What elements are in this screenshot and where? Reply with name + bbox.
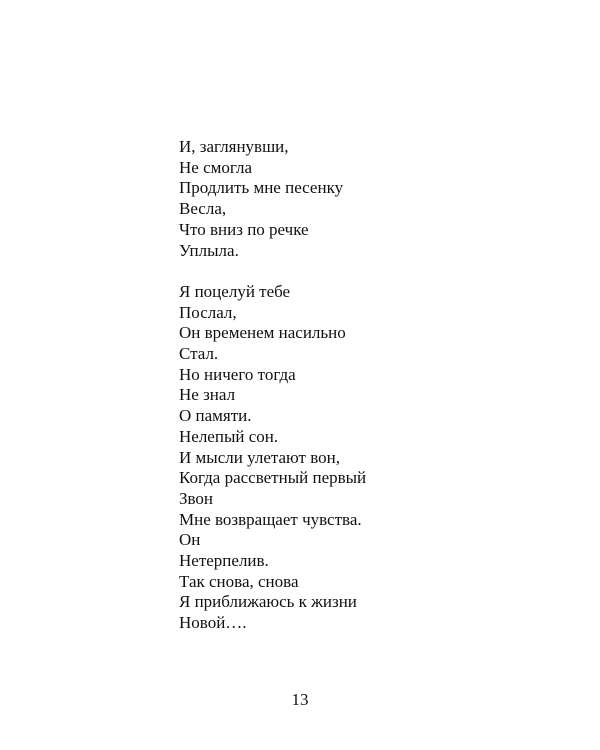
poem-line: Послал, xyxy=(179,302,237,322)
poem-line: И, заглянувши, xyxy=(179,137,289,156)
poem-line: Мне возвращает чувства. xyxy=(179,509,362,529)
poem-line: И мысли улетают вон, xyxy=(179,447,340,467)
poem-line: Когда рассветный первый xyxy=(179,468,367,488)
poem-line: Не смогла xyxy=(179,157,253,177)
poem-line: Весла, xyxy=(179,199,227,219)
poem-line: Нетерпелив. xyxy=(179,551,269,571)
stanza-1 xyxy=(179,137,366,261)
poem-line: Я поцелуй тебе xyxy=(179,281,291,301)
poem-line: Он xyxy=(179,530,201,550)
page-number: 13 xyxy=(291,690,309,709)
poem-line: Так снова, снова xyxy=(179,571,299,591)
poem-line: Он временем насильно xyxy=(179,323,346,343)
poem-line: Но ничего тогда xyxy=(179,364,296,384)
poem-line: О памяти. xyxy=(179,406,252,426)
poem-line: Нелепый сон. xyxy=(179,426,279,446)
poem xyxy=(179,137,366,634)
poem-line: Не знал xyxy=(179,385,236,405)
stanza-2 xyxy=(179,282,366,634)
poem-line: Стал. xyxy=(179,344,219,364)
poem-line: Продлить мне песенку xyxy=(179,178,344,198)
poem-line: Уплыла. xyxy=(179,240,239,260)
poem-line: Что вниз по речке xyxy=(179,219,309,239)
poem-line: Звон xyxy=(179,488,214,508)
poem-line: Новой…. xyxy=(179,613,247,633)
poem-line: Я приближаюсь к жизни xyxy=(179,592,357,612)
